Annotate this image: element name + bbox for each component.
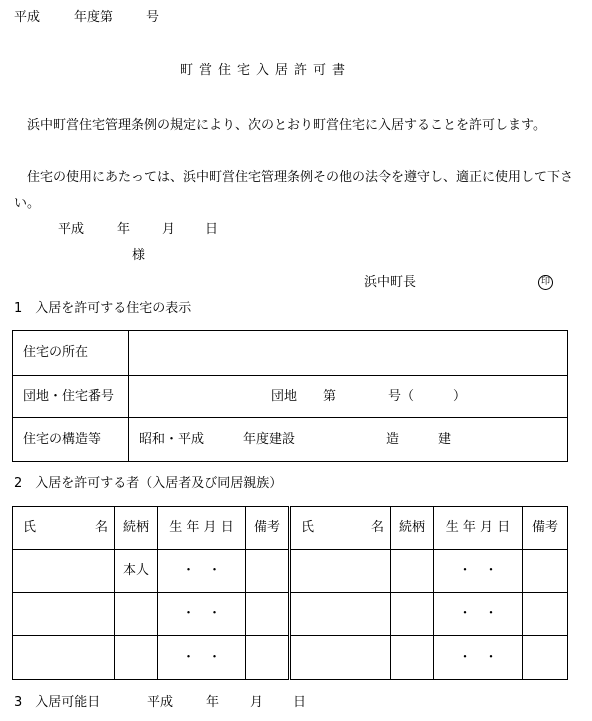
remarks-header-left: 備考 xyxy=(246,507,290,550)
birthdate-cell: ・ ・ xyxy=(434,550,523,593)
remarks-cell xyxy=(523,550,568,593)
housing-structure-value: 昭和・平成 年度建設 造 建 xyxy=(129,418,568,462)
name-cell xyxy=(290,593,391,636)
date-year: 年 xyxy=(117,222,131,237)
move-in-month: 月 xyxy=(250,695,264,710)
name-header-given: 氏 xyxy=(301,520,315,535)
name-cell xyxy=(290,636,391,680)
name-header-right xyxy=(290,507,391,550)
housing-number-label: 団地・住宅番号 xyxy=(13,376,129,418)
fiscal-year-label: 年度第 xyxy=(74,10,114,25)
relation-cell xyxy=(115,593,158,636)
remarks-cell xyxy=(523,636,568,680)
move-in-era: 平成 xyxy=(147,695,174,710)
paragraph-compliance: 住宅の使用にあたっては、浜中町営住宅管理条例その他の法令を遵守し、適正に使用して下さい。 xyxy=(14,170,574,211)
relation-header-right: 続柄 xyxy=(391,507,434,550)
remarks-header-right: 備考 xyxy=(523,507,568,550)
name-header-left xyxy=(13,507,115,550)
move-in-year: 年 xyxy=(206,695,220,710)
name-header-family: 名 xyxy=(370,520,384,535)
move-in-day: 日 xyxy=(293,695,307,710)
table-row xyxy=(13,636,568,680)
remarks-cell xyxy=(246,636,290,680)
remarks-cell xyxy=(246,550,290,593)
relation-cell xyxy=(115,636,158,680)
number-label: 号 xyxy=(146,10,160,25)
era-label: 平成 xyxy=(14,10,41,25)
table-row xyxy=(13,418,568,462)
occupants-table xyxy=(12,506,568,680)
table-row xyxy=(13,593,568,636)
date-day: 日 xyxy=(205,222,219,237)
section3-heading: 3 入居可能日 xyxy=(14,695,101,710)
name-cell xyxy=(290,550,391,593)
table-row xyxy=(13,376,568,418)
name-cell xyxy=(13,593,115,636)
housing-location-label: 住宅の所在 xyxy=(13,331,129,376)
housing-location-value xyxy=(129,331,568,376)
relation-cell xyxy=(391,550,434,593)
issuer-name: 浜中町長 xyxy=(364,275,417,290)
relation-cell xyxy=(391,636,434,680)
housing-table xyxy=(12,330,568,462)
table-row xyxy=(13,550,568,593)
seal-mark: 印 xyxy=(538,275,553,290)
remarks-cell xyxy=(246,593,290,636)
remarks-cell xyxy=(523,593,568,636)
name-header-family: 名 xyxy=(94,520,108,535)
birthdate-cell: ・ ・ xyxy=(158,636,246,680)
birthdate-header-right: 生 年 月 日 xyxy=(434,507,523,550)
name-cell xyxy=(13,636,115,680)
recipient-honorific: 様 xyxy=(132,248,146,263)
section1-heading: 1 入居を許可する住宅の表示 xyxy=(14,301,192,316)
date-month: 月 xyxy=(162,222,176,237)
name-cell xyxy=(13,550,115,593)
section2-heading: 2 入居を許可する者（入居者及び同居親族） xyxy=(14,476,283,491)
birthdate-cell: ・ ・ xyxy=(158,550,246,593)
housing-structure-label: 住宅の構造等 xyxy=(13,418,129,462)
relation-header-left: 続柄 xyxy=(115,507,158,550)
birthdate-cell: ・ ・ xyxy=(434,593,523,636)
table-header-row xyxy=(13,507,568,550)
birthdate-header-left: 生 年 月 日 xyxy=(158,507,246,550)
relation-cell: 本人 xyxy=(115,550,158,593)
date-era: 平成 xyxy=(58,222,85,237)
relation-cell xyxy=(391,593,434,636)
name-header-given: 氏 xyxy=(23,520,37,535)
paragraph-permission: 浜中町営住宅管理条例の規定により、次のとおり町営住宅に入居することを許可します。 xyxy=(14,118,546,133)
housing-number-value: 団地 第 号（ ） xyxy=(129,376,568,418)
document-title: 町営住宅入居許可書 xyxy=(180,63,352,78)
birthdate-cell: ・ ・ xyxy=(158,593,246,636)
table-row xyxy=(13,331,568,376)
birthdate-cell: ・ ・ xyxy=(434,636,523,680)
